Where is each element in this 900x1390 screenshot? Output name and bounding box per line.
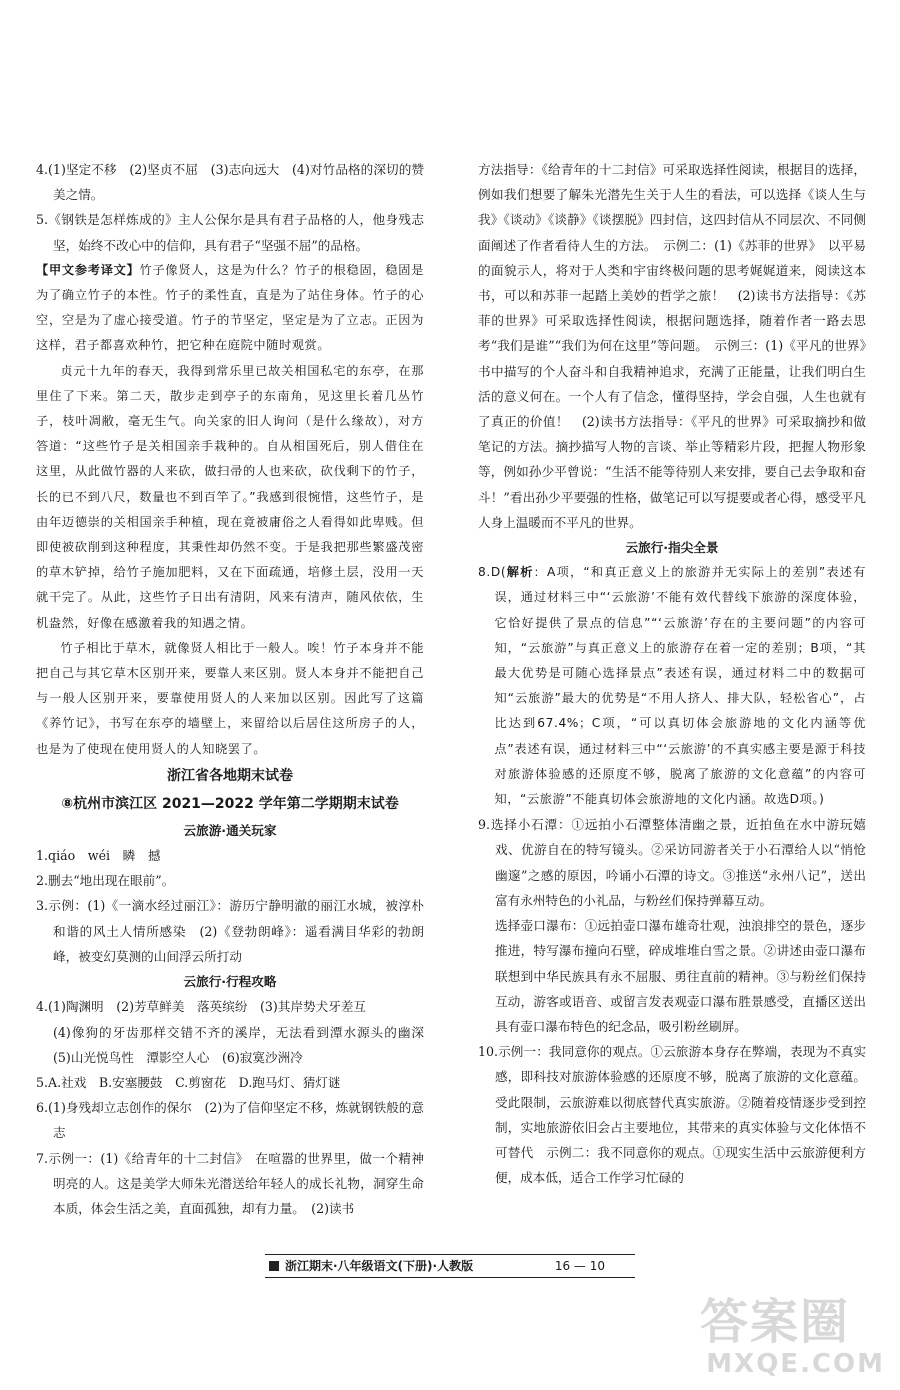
answer-q3: 3.示例：(1)《一滴水经过丽江》：游历宁静明澈的丽江水城，被淳朴和谐的风土人情所感染 (2)《登勃朗峰》：遥看满目华彩的勃朗峰，被变幻莫测的山间浮云所打动 (36, 898, 424, 964)
watermark-top: 答案圈 (700, 1294, 851, 1350)
left-column (36, 157, 437, 1221)
answer-q5: 5.《钢铁是怎样炼成的》主人公保尔是具有君子品格的人，他身残志坚，始终不改心中的信仰，具有君子“坚强不屈”的品格。 (36, 212, 424, 253)
translation-label: 【甲文参考译文】 (36, 262, 140, 277)
exam-heading: ⑧杭州市滨江区 2021—2022 学年第二学期期末试卷 (61, 795, 399, 812)
province-heading: 浙江省各地期末试卷 (167, 767, 293, 784)
answer-q7: 7.示例一：(1)《给青年的十二封信》 在喧嚣的世界里，做一个精神明亮的人。这是美学大师朱光潜送给年轻人的成长礼物，洞穿生命本质，体会生活之美，直面孤独，却有力量。 (2)读书 (36, 1150, 424, 1216)
answer-q6: 6.(1)身残却立志创作的保尔 (2)为了信仰坚定不移，炼就钢铁般的意志 (36, 1100, 424, 1141)
answer-q4b-cont: (4)像狗的牙齿那样交错不齐的溪岸，无法看到潭水源头的幽深 (5)山光悦鸟性 潭影空人心 (6)寂寞沙洲冷 (53, 1024, 437, 1065)
q8-body: ：A项，“和真正意义上的旅游并无实际上的差别”表述有误，通过材料三中“‘云旅游’不能有效代替线下旅游的深度体验，它恰好提供了景点的信息”“‘云旅游’存在的主要问题”的内容可知，“云旅游”与真正意义上的旅游存在着一定的差别；B项，“其最大优势是可随心选择景点”表述有误，通过材料二中的数据可知“云旅游”最大的优势是“不用人挤人、排大队，轻松省心”，占比达到67.4%；C项，“可以真切体会旅游地的文化内涵等优点”表述有误，通过材料三中“‘云旅游’的不真实感主要是源于科技对旅游体验感的还原度不够，脱离了旅游的文化意蕴”的内容可知，“云旅游”不能真切体会旅游地的文化内涵。故选D项。) (494, 565, 866, 807)
translation-para-3: 竹子相比于草木，就像贤人相比于一般人。唉！竹子本身并不能把自己与其它草木区别开来，要靠人来区别。贤人本身并不能把自己与一般人区别开来，要靠使用贤人的人来加以区别。因此写了这篇《养竹记》，书写在东亭的墙壁上，来留给以后居住这所房子的人，也是为了使现在使用贤人的人知晓罢了。 (36, 640, 424, 756)
section-heading-3: 云旅行·指尖全景 (625, 540, 719, 556)
footer-text: 浙江期末·八年级语文(下册)·人教版 (285, 1259, 474, 1273)
answer-q10: 10.示例一：我同意你的观点。①云旅游本身存在弊端，表现为不真实感，即科技对旅游体验感的还原度不够，脱离了旅游的文化意蕴。受此限制，云旅游难以彻底替代真实旅游。②随着疫情逐步受到控制，实地旅游依旧会占主要地位，其带来的真实体验与文化体悟不可替代 示例二：我不同意你的观点。①现实生活中云旅游便利方便，成本低，适合工作学习忙碌的 (478, 1044, 866, 1186)
answer-q9: 9.选择小石潭：①远拍小石潭整体清幽之景，近拍鱼在水中游玩嬉戏、优游自在的特写镜头。②采访同游者关于小石潭给人以“悄怆幽邃”之感的原因，吟诵小石潭的诗文。③推送“永州八记”，送出富有永州特色的小礼品，与粉丝们保持弹幕互动。 (478, 817, 866, 908)
answer-q2: 2.删去“地出现在眼前”。 (36, 873, 175, 889)
answer-q4: 4.(1)坚定不移 (2)坚贞不屈 (3)志向远大 (4)对竹品格的深切的赞美之情。 (36, 162, 424, 203)
answer-q4b: 4.(1)陶渊明 (2)芳草鲜美 落英缤纷 (3)其岸势犬牙差互 (36, 999, 367, 1015)
translation-para-1 (36, 258, 424, 359)
q8-head: 8.D( (478, 565, 507, 580)
section-heading-2: 云旅行·行程攻略 (183, 974, 277, 990)
answer-q8 (478, 560, 866, 812)
right-column (478, 157, 879, 1190)
answer-q7-continued: 方法指导：《给青年的十二封信》可采取选择性阅读，根据目的选择，例如我们想要了解朱光潜先生关于人生的看法，可以选择《谈人生与我》《谈动》《谈静》《谈摆脱》四封信，这四封信从不同层次、不同侧面阐述了作者看待人生的方法。 示例二：(1)《苏菲的世界》 以平易的面貌示人，将对于人类和宇宙终极问题的思考娓娓道来，阅读这本书，可以和苏菲一起踏上美妙的哲学之旅！ (2)读书方法指导：《苏菲的世界》可采取选择性阅读，根据问题选择，随着作者一路去思考“我们是谁”“我们为何在这里”等问题。 示例三：(1)《平凡的世界》 书中描写的个人奋斗和自我精神追求，充满了正能量，让我们明白生活的意义何在。一个人有了信念，懂得坚持，学会自强，人生也就有了真正的价值！ (2)读书方法指导：《平凡的世界》可采取摘抄和做笔记的方法。摘抄描写人物的言谈、举止等精彩片段，把握人物形象等，例如孙少平曾说：“生活不能等待别人来安排，要自己去争取和奋斗！”看出孙少平要强的性格，做笔记可以写提要或者心得，感受平凡人身上温暖而不平凡的世界。 (478, 162, 879, 530)
q8-analysis-label: 解析 (506, 565, 534, 580)
watermark-bottom: MXQE.COM (706, 1349, 885, 1379)
translation-text-1: 竹子像贤人，这是为什么？竹子的根稳固，稳固是为了确立竹子的本性。竹子的柔性直，直是为了站住身体。竹子的心空，空是为了虚心接受道。竹子的节坚定，坚定是为了立志。正因为这样，君子都喜欢种竹，把它种在庭院中随时观赏。 (36, 262, 424, 353)
answer-q1: 1.qiáo wéi 瞵 撼 (36, 848, 161, 864)
page-number: 16 — 10 (554, 1259, 605, 1273)
section-heading-1: 云旅游·通关玩家 (183, 822, 277, 838)
footer-square-icon (269, 1261, 279, 1271)
answer-q5b: 5.A.社戏 B.安塞腰鼓 C.剪窗花 D.跑马灯、猜灯谜 (36, 1074, 341, 1090)
page-footer (265, 1254, 635, 1278)
answer-q9-option-2: 选择壶口瀑布：①远拍壶口瀑布雄奇壮观，浊浪排空的景色，逐步推进，特写瀑布撞向石壁，碎成堆堆白雪之景。②讲述由壶口瀑布联想到中华民族具有永不屈服、勇往直前的精神。③与粉丝们保持互动，游客或语音、或留言发表观壶口瀑布胜景感受，直播区送出具有壶口瀑布特色的纪念品，吸引粉丝刷屏。 (495, 918, 866, 1034)
watermark (700, 1295, 895, 1385)
translation-para-2: 贞元十九年的春天，我得到常乐里已故关相国私宅的东亭，在那里住了下来。第二天，散步走到亭子的东南角，见这里长着几丛竹子，枝叶凋敝，毫无生气。向关家的旧人询问（是什么缘故），对方答道：“这些竹子是关相国亲手栽种的。自从相国死后，别人借住在这里，从此做竹器的人来砍，做扫帚的人也来砍，砍伐剩下的竹子，长的已不到八尺，数量也不到百竿了。”我感到很惋惜，这些竹子，是由年迈德崇的关相国亲手种植，现在竟被庸俗之人看得如此卑贱。但即使被砍削到这种程度，其秉性却仍然不变。于是我把那些繁盛茂密的草木铲掉，给竹子施加肥料，又在下面疏通，培修土层，没用一天就干完了。从此，这些竹子日出有清阴，风来有清声，随风依依，生机盎然，好像在感激着我的知遇之情。 (36, 363, 424, 630)
